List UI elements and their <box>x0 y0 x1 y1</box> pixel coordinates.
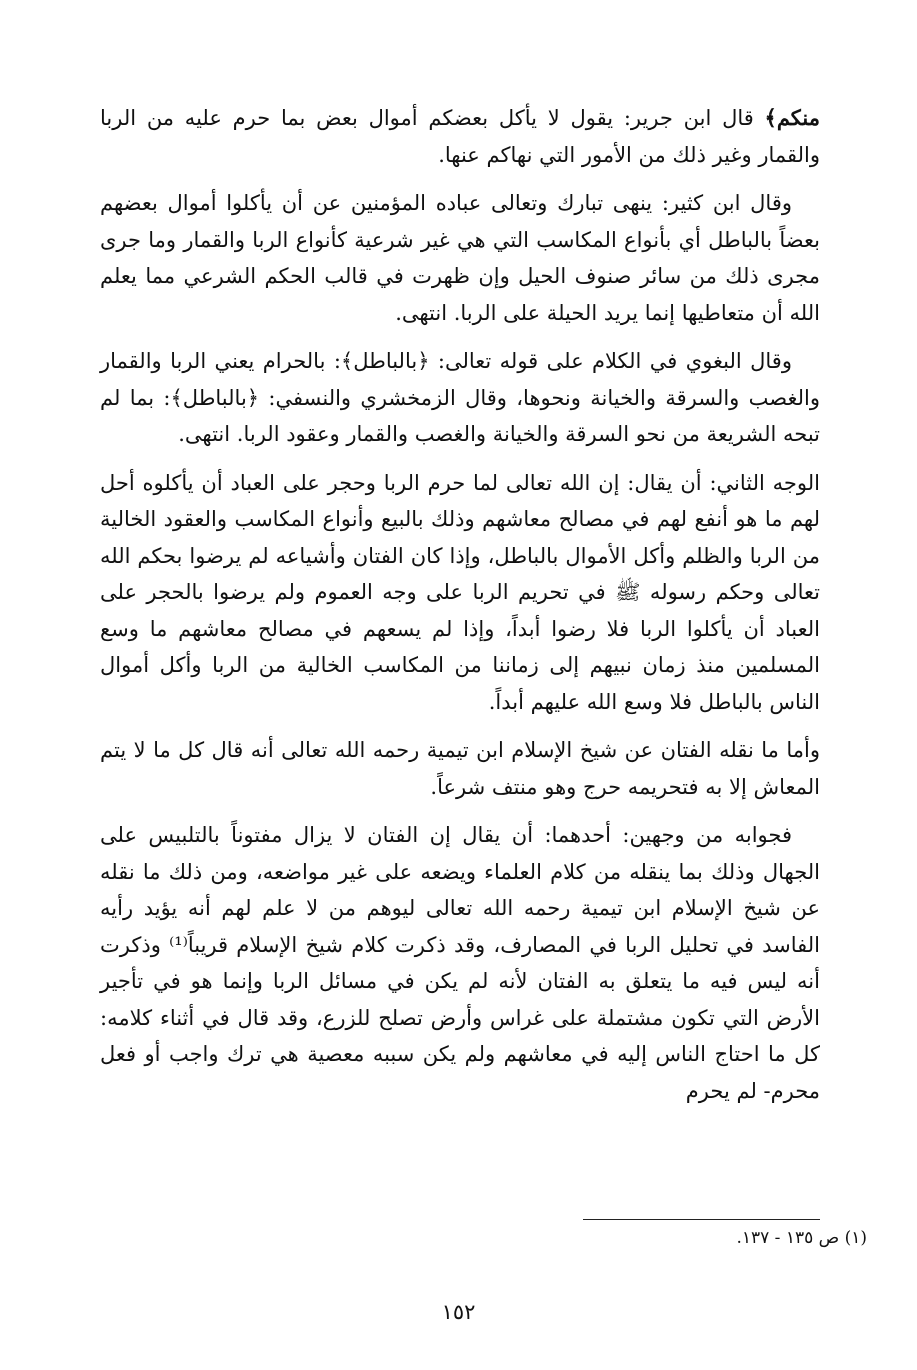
paragraph-4-text: الوجه الثاني: أن يقال: إن الله تعالى لما حرم الربا وحجر على العباد أن يأكلوه أحل لهم ما هو أنفع لهم في مصالح معاشهم وذلك بالبيع وأنواع المكاسب والعقود الخالية من الربا والظلم وأكل الأموال بالباطل، وإذا كان الفتان وأشياعه لم يرضوا بحكم الله تعالى وحكم رسوله ﷺ في تحريم الربا على وجه العموم ولم يرضوا بالحجر على العباد أن يأكلوا الربا فلا رضوا أبداً، وإذا لم يسعهم في مصالح معاشهم ما وسع المسلمين منذ زمان نبيهم إلى زماننا من المكاسب الخالية من الربا وأكل أموال الناس بالباطل فلا وسع الله عليهم أبداً. <box>100 470 820 714</box>
paragraph-1 <box>100 100 820 173</box>
main-text <box>100 100 820 1121</box>
page-number: ١٥٢ <box>441 1300 476 1324</box>
paragraph-1-text: قال ابن جرير: يقول لا يأكل بعضكم أموال بعض بما حرم عليه من الربا والقمار وغير ذلك من الأمور التي نهاكم عنها. <box>100 106 820 167</box>
paragraph-5 <box>100 732 820 805</box>
paragraph-4 <box>100 465 820 721</box>
paragraph-6 <box>100 817 820 1109</box>
paragraph-2-text: وقال ابن كثير: ينهى تبارك وتعالى عباده المؤمنين عن أن يأكلوا أموال بعضهم بعضاً بالباطل أي بأنواع المكاسب التي هي غير شرعية كأنواع الربا والقمار وما جرى مجرى ذلك من سائر صنوف الحيل وإن ظهرت في قالب الحكم الشرعي مما يعلم الله أن متعاطيها إنما يريد الحيلة على الربا. انتهى. <box>100 191 820 325</box>
footnote-divider <box>583 1219 820 1220</box>
paragraph-5-text: وأما ما نقله الفتان عن شيخ الإسلام ابن تيمية رحمه الله تعالى أنه قال كل ما لا يتم المعاش إلا به فتحريمه حرج وهو منتف شرعاً. <box>100 738 820 799</box>
paragraph-2 <box>100 185 820 331</box>
paragraph-3-text: وقال البغوي في الكلام على قوله تعالى: ﴿بالباطل﴾: بالحرام يعني الربا والقمار والغصب والسرقة والخيانة ونحوها، وقال الزمخشري والنسفي: ﴿بالباطل﴾: بما لم تبحه الشريعة من نحو السرقة والخيانة والغصب والقمار وعقود الربا. انتهى. <box>100 349 820 446</box>
paragraph-1-lead: منكم﴾ <box>764 105 820 130</box>
footnote: (١) ص ١٣٥ - ١٣٧. <box>736 1228 867 1248</box>
paragraph-6-text: فجوابه من وجهين: أحدهما: أن يقال إن الفتان لا يزال مفتوناً بالتلبيس على الجهال وذلك بما ينقله من كلام العلماء ويضعه على غير مواضعه، ومن ذلك ما نقله عن شيخ الإسلام ابن تيمية رحمه الله تعالى ليوهم من لا علم لهم أنه يؤيد رأيه الفاسد في تحليل الربا في المصارف، وقد ذكرت كلام شيخ الإسلام قريباً⁽¹⁾ وذكرت أنه ليس فيه ما يتعلق به الفتان لأنه لم يكن في مسائل الربا وإنما هو في تأجير الأرض التي تكون مشتملة على غراس وأرض تصلح للزرع، وقد قال في أثناء كلامه: كل ما احتاج الناس إليه في معاشهم ولم يكن سببه معصية هي ترك واجب أو فعل محرم- لم يحرم <box>100 823 820 1103</box>
paragraph-3 <box>100 343 820 453</box>
